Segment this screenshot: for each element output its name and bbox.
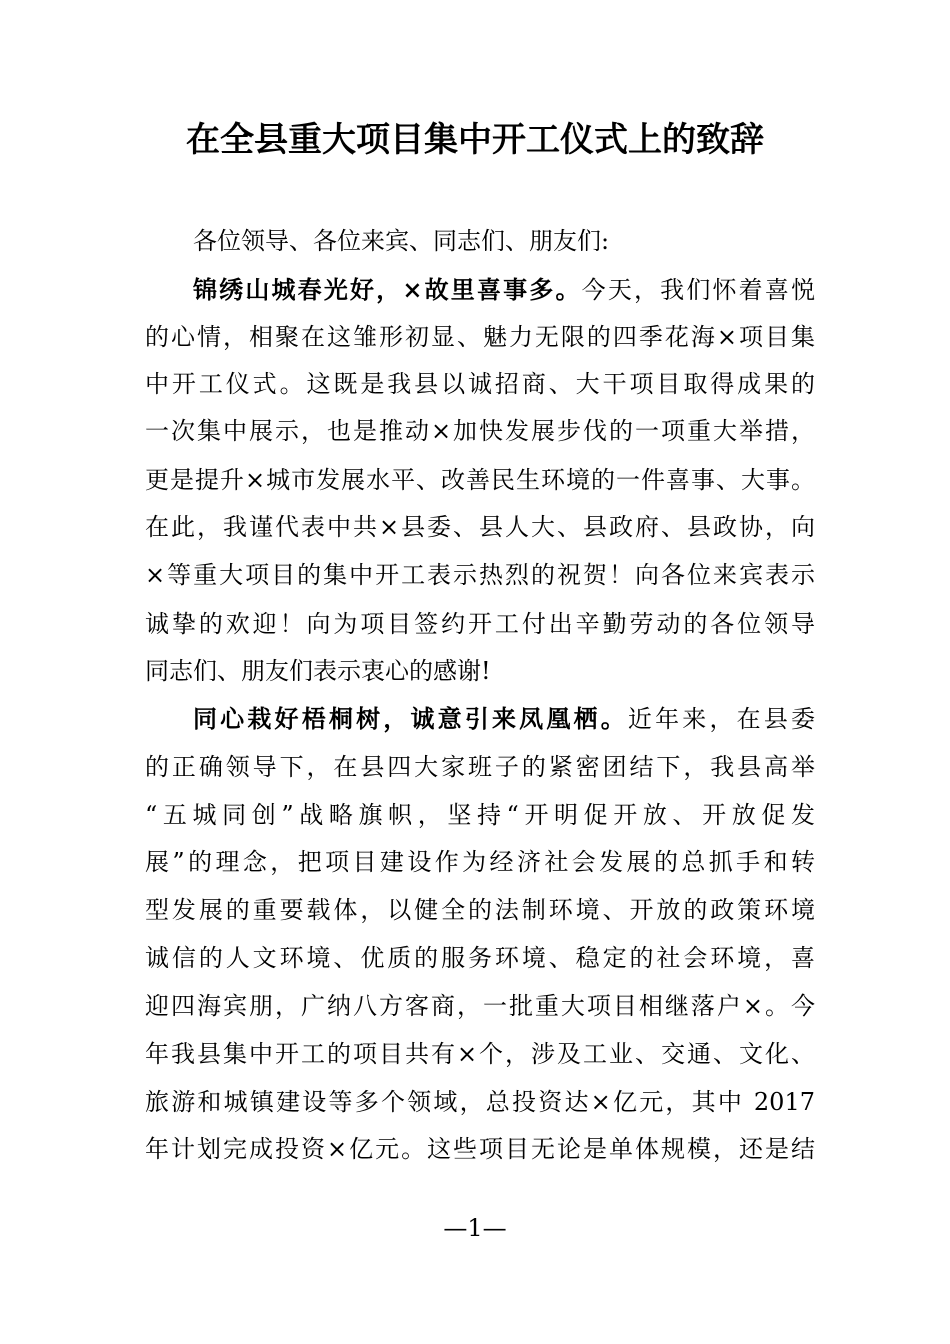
paragraph-1-line-7: ×等重大项目的集中开工表示热烈的祝贺！向各位来宾表示 [145,561,815,589]
paragraph-1-line-1 [193,266,815,314]
paragraph-1-line-1-text: 今天，我们怀着喜悦 [581,276,816,304]
paragraph-2-lead: 同心栽好梧桐树，诚意引来凤凰栖。 [193,704,628,733]
paragraph-2-line-6: 诚信的人文环境、优质的服务环境、稳定的社会环境，喜 [145,944,815,972]
paragraph-2-line-9: 旅游和城镇建设等多个领域，总投资达×亿元，其中 2017 [145,1088,815,1116]
paragraph-2-line-10: 年计划完成投资×亿元。这些项目无论是单体规模，还是结 [145,1135,815,1163]
document-title: 在全县重大项目集中开工仪式上的致辞 [186,120,764,160]
paragraph-1-line-9: 同志们、朋友们表示衷心的感谢! [145,657,491,685]
paragraph-2-line-1 [193,695,815,743]
paragraph-1-line-4: 一次集中展示，也是推动×加快发展步伐的一项重大举措， [145,417,815,445]
page-number: —1— [443,1214,507,1242]
paragraph-2-line-5: 型发展的重要载体，以健全的法制环境、开放的政策环境 [145,896,815,924]
paragraph-2-line-2: 的正确领导下，在县四大家班子的紧密团结下，我县高举 [145,753,815,781]
paragraph-2-line-1-text: 近年来，在县委 [627,705,816,733]
paragraph-1-line-3: 中开工仪式。这既是我县以诚招商、大干项目取得成果的 [145,370,815,398]
salutation: 各位领导、各位来宾、同志们、朋友们: [193,227,610,255]
paragraph-2-line-8: 年我县集中开工的项目共有×个，涉及工业、交通、文化、 [145,1040,815,1068]
paragraph-1-line-5: 更是提升×城市发展水平、改善民生环境的一件喜事、大事。 [145,466,815,494]
paragraph-1-line-2: 的心情，相聚在这雏形初显、魅力无限的四季花海×项目集 [145,323,815,351]
paragraph-1-line-8: 诚挚的欢迎！向为项目签约开工付出辛勤劳动的各位领导 [145,610,815,638]
paragraph-1-lead: 锦绣山城春光好，×故里喜事多。 [193,275,582,304]
paragraph-1-line-6: 在此，我谨代表中共×县委、县人大、县政府、县政协，向 [145,513,815,541]
paragraph-2-line-7: 迎四海宾朋，广纳八方客商，一批重大项目相继落户×。今 [145,992,815,1020]
paragraph-2-line-3: “五城同创”战略旗帜，坚持“开明促开放、开放促发 [145,801,815,829]
paragraph-2-line-4: 展”的理念，把项目建设作为经济社会发展的总抓手和转 [145,848,815,876]
